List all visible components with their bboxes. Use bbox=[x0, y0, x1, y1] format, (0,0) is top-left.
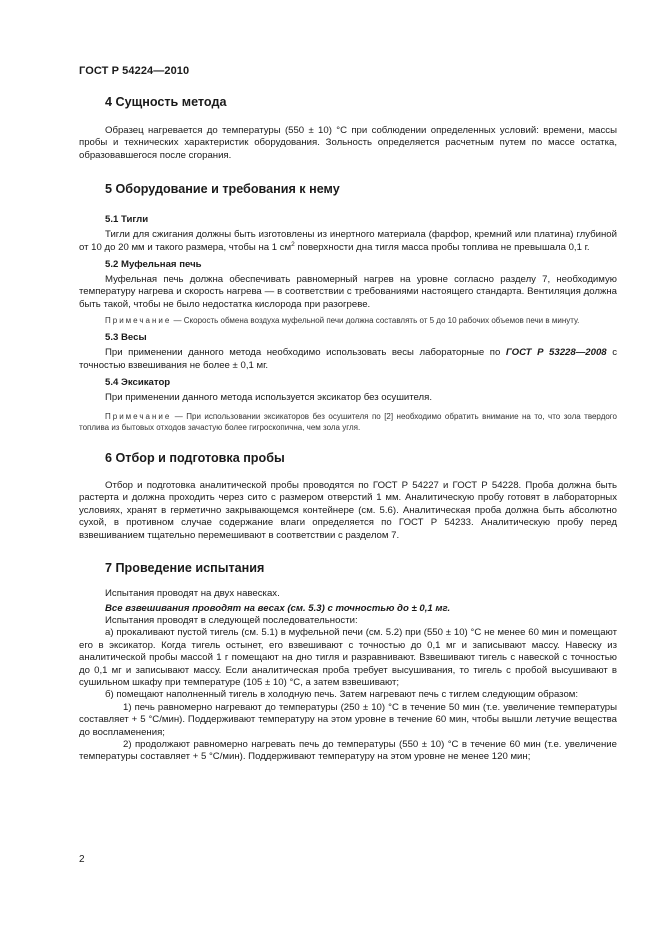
subsection-5-4-note bbox=[79, 411, 617, 433]
page-number: 2 bbox=[79, 854, 85, 865]
subsection-5-4-title: 5.4 Эксикатор bbox=[105, 377, 171, 389]
document-body bbox=[79, 92, 617, 764]
subsection-5-2-paragraph: Муфельная печь должна обеспечивать равномерный нагрев на уровне согласно разделу 7, необходимую температуру нагрева и скорость нагрева — в соответствии с требованиями настоящего стандарта. Вентиляция должна быть такой, чтобы не было недостатка кислорода при разогреве. bbox=[79, 274, 617, 310]
section-7-title: 7 Проведение испытания bbox=[105, 561, 265, 576]
section-7-paragraph-1: Испытания проводят на двух навесках. bbox=[105, 588, 280, 600]
subsection-5-1-text-a: Тигли для сжигания должны быть изготовлены из инертного материала (фарфор, кремний или платина) глубиной от 10 до 20 мм и такого размера, чтобы на 1 см bbox=[79, 229, 617, 253]
subsection-5-3-title: 5.3 Весы bbox=[105, 332, 147, 344]
section-6-paragraph: Отбор и подготовка аналитической пробы проводятся по ГОСТ Р 54227 и ГОСТ Р 54228. Проба должна быть растерта и должна проходить через сито с размером отверстий 1 мм. Аналитическую пробу готовят в лабораторных условиях, хранят в герметично закрывающемся контейнере (см. 5.6). Аналитическая проба должна быть абсолютно сухой, в противном случае содержание влаги определяется по ГОСТ Р 54233. Аналитическую пробу перед взвешиванием тщательно перемешивают в соответствии с разделом 7. bbox=[79, 480, 617, 541]
section-7-item-a: а) прокаливают пустой тигель (см. 5.1) в муфельной печи (см. 5.2) при (550 ± 10) °С не менее 60 мин и помещают его в эксикатор. Когда тигель остынет, его взвешивают с точностью до 0,1 мг и записывают массу. Навеску из аналитической пробы массой 1 г помещают на дно тигля и разравнивают. Взвешивают тигель с навеской с точностью до 0,1 мг и записывают массу. Если аналитическая проба требует высушивания, то тигель с пробой высушивают в сушильном шкафу при температуре (105 ± 10) °С, а затем взвешивают; bbox=[79, 627, 617, 688]
subsection-5-1-title: 5.1 Тигли bbox=[105, 214, 149, 226]
section-5-title: 5 Оборудование и требования к нему bbox=[105, 182, 340, 197]
note-label: Примечание bbox=[105, 316, 172, 326]
document-header: ГОСТ Р 54224—2010 bbox=[79, 65, 190, 77]
subsection-5-3-paragraph bbox=[79, 347, 617, 372]
standard-reference: ГОСТ Р 53228—2008 bbox=[505, 347, 607, 359]
superscript: 2 bbox=[291, 240, 295, 248]
section-4-paragraph: Образец нагревается до температуры (550 ± 10) °С при соблюдении определенных условий: времени, массы пробы и технических характеристик оборудования. Зольность определяется расчетным путем по массе остатка, образовавшегося после сгорания. bbox=[79, 125, 617, 161]
section-4-title: 4 Сущность метода bbox=[105, 95, 227, 109]
subsection-5-2-note bbox=[79, 315, 617, 326]
subsection-5-3-text-a: При применении данного метода необходимо использовать весы лабораторные по bbox=[105, 347, 506, 359]
note-label: Примечание bbox=[105, 411, 172, 421]
subsection-5-2-title: 5.2 Муфельная печь bbox=[105, 259, 202, 271]
section-7-paragraph-3: Испытания проводят в следующей последовательности: bbox=[105, 614, 358, 626]
subsection-5-3-text-b: с точностью взвешивания не более ± 0,1 мг. bbox=[79, 347, 617, 371]
note-text: — Скорость обмена воздуха муфельной печи должна составлять от 5 до 10 рабочих объемов печи в минуту. bbox=[171, 316, 580, 326]
note-text: — При использовании эксикаторов без осушителя по [2] необходимо обратить внимание на то, что зола твердого топлива из бытовых отходов зачастую более гигроскопична, чем зола угля. bbox=[79, 411, 617, 432]
section-6-title: 6 Отбор и подготовка пробы bbox=[105, 451, 285, 466]
section-7-item-b2: 2) продолжают равномерно нагревать печь до температуры (550 ± 10) °С в течение 60 мин (т.е. увеличение температуры составляет + 5 °С/мин). Поддерживают температуру на этом уровне не менее 120 мин; bbox=[79, 738, 617, 763]
subsection-5-1-text-b: поверхности дна тигля масса пробы топлива не превышала 0,1 г. bbox=[294, 241, 590, 253]
subsection-5-4-paragraph: При применении данного метода используется эксикатор без осушителя. bbox=[105, 392, 433, 404]
section-7-paragraph-2: Все взвешивания проводят на весах (см. 5.3) с точностью до ± 0,1 мг. bbox=[105, 602, 451, 614]
subsection-5-1-paragraph bbox=[79, 229, 617, 254]
section-7-item-b1: 1) печь равномерно нагревают до температуры (250 ± 10) °С в течение 50 мин (т.е. увеличение температуры составляет + 5 °С/мин). Поддерживают температуру на этом уровне в течение 60 мин, чтобы вышли летучие вещества до воспламенения; bbox=[79, 701, 617, 738]
section-7-item-b: б) помещают наполненный тигель в холодную печь. Затем нагревают печь с тиглем следующим образом: bbox=[105, 689, 579, 701]
